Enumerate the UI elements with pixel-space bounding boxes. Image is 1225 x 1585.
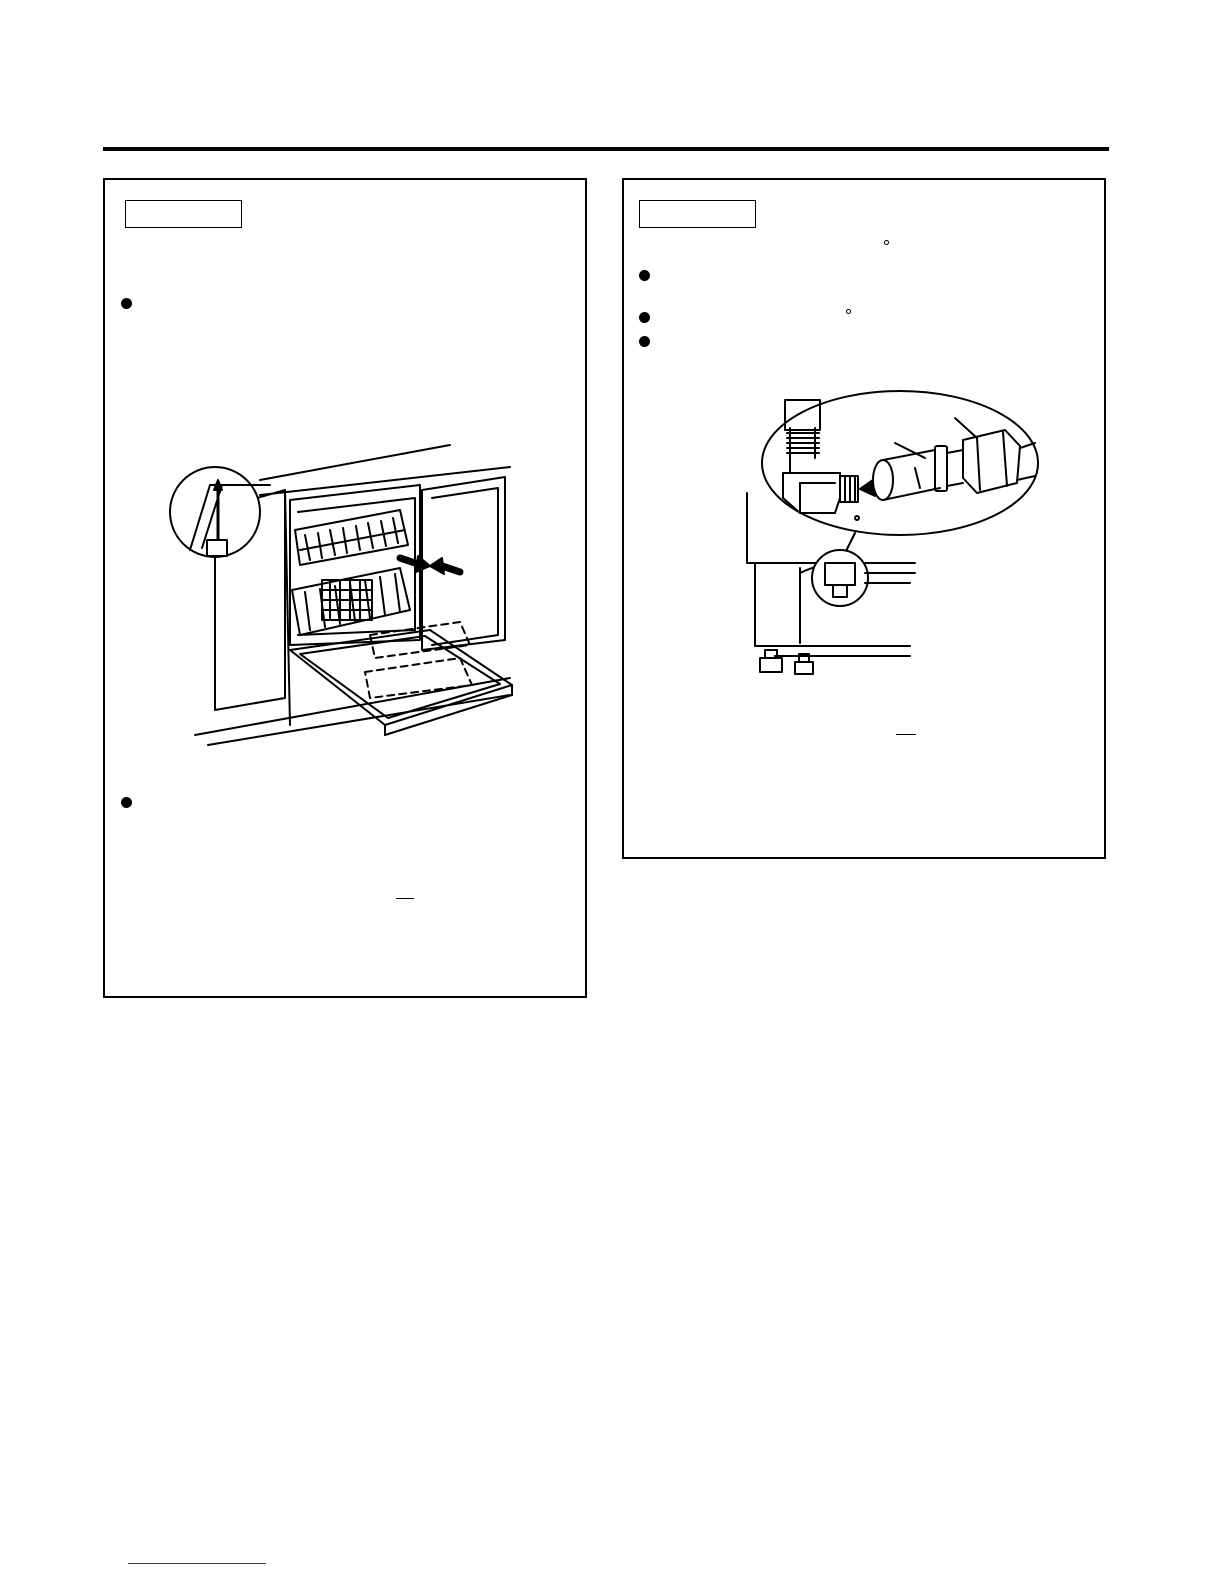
- right-bullet-2-degree-mark: [846, 309, 851, 314]
- footer-link[interactable]: [128, 1563, 266, 1564]
- right-step-label: [639, 200, 756, 228]
- left-step-label: [125, 200, 242, 228]
- right-bullet-3-icon: [639, 336, 650, 347]
- right-bullet-2-icon: [639, 312, 650, 323]
- right-bullet-1-icon: [639, 270, 650, 281]
- water-inlet-connection-illustration: [745, 388, 1045, 683]
- right-intro-degree-mark: [884, 240, 889, 245]
- right-underline-mark: [896, 734, 916, 735]
- dishwasher-door-open-illustration: [160, 440, 520, 750]
- header-rule: [103, 147, 1109, 151]
- left-bullet-2-icon: [121, 797, 132, 808]
- left-underline-mark: [396, 898, 414, 899]
- left-bullet-1-icon: [121, 298, 132, 309]
